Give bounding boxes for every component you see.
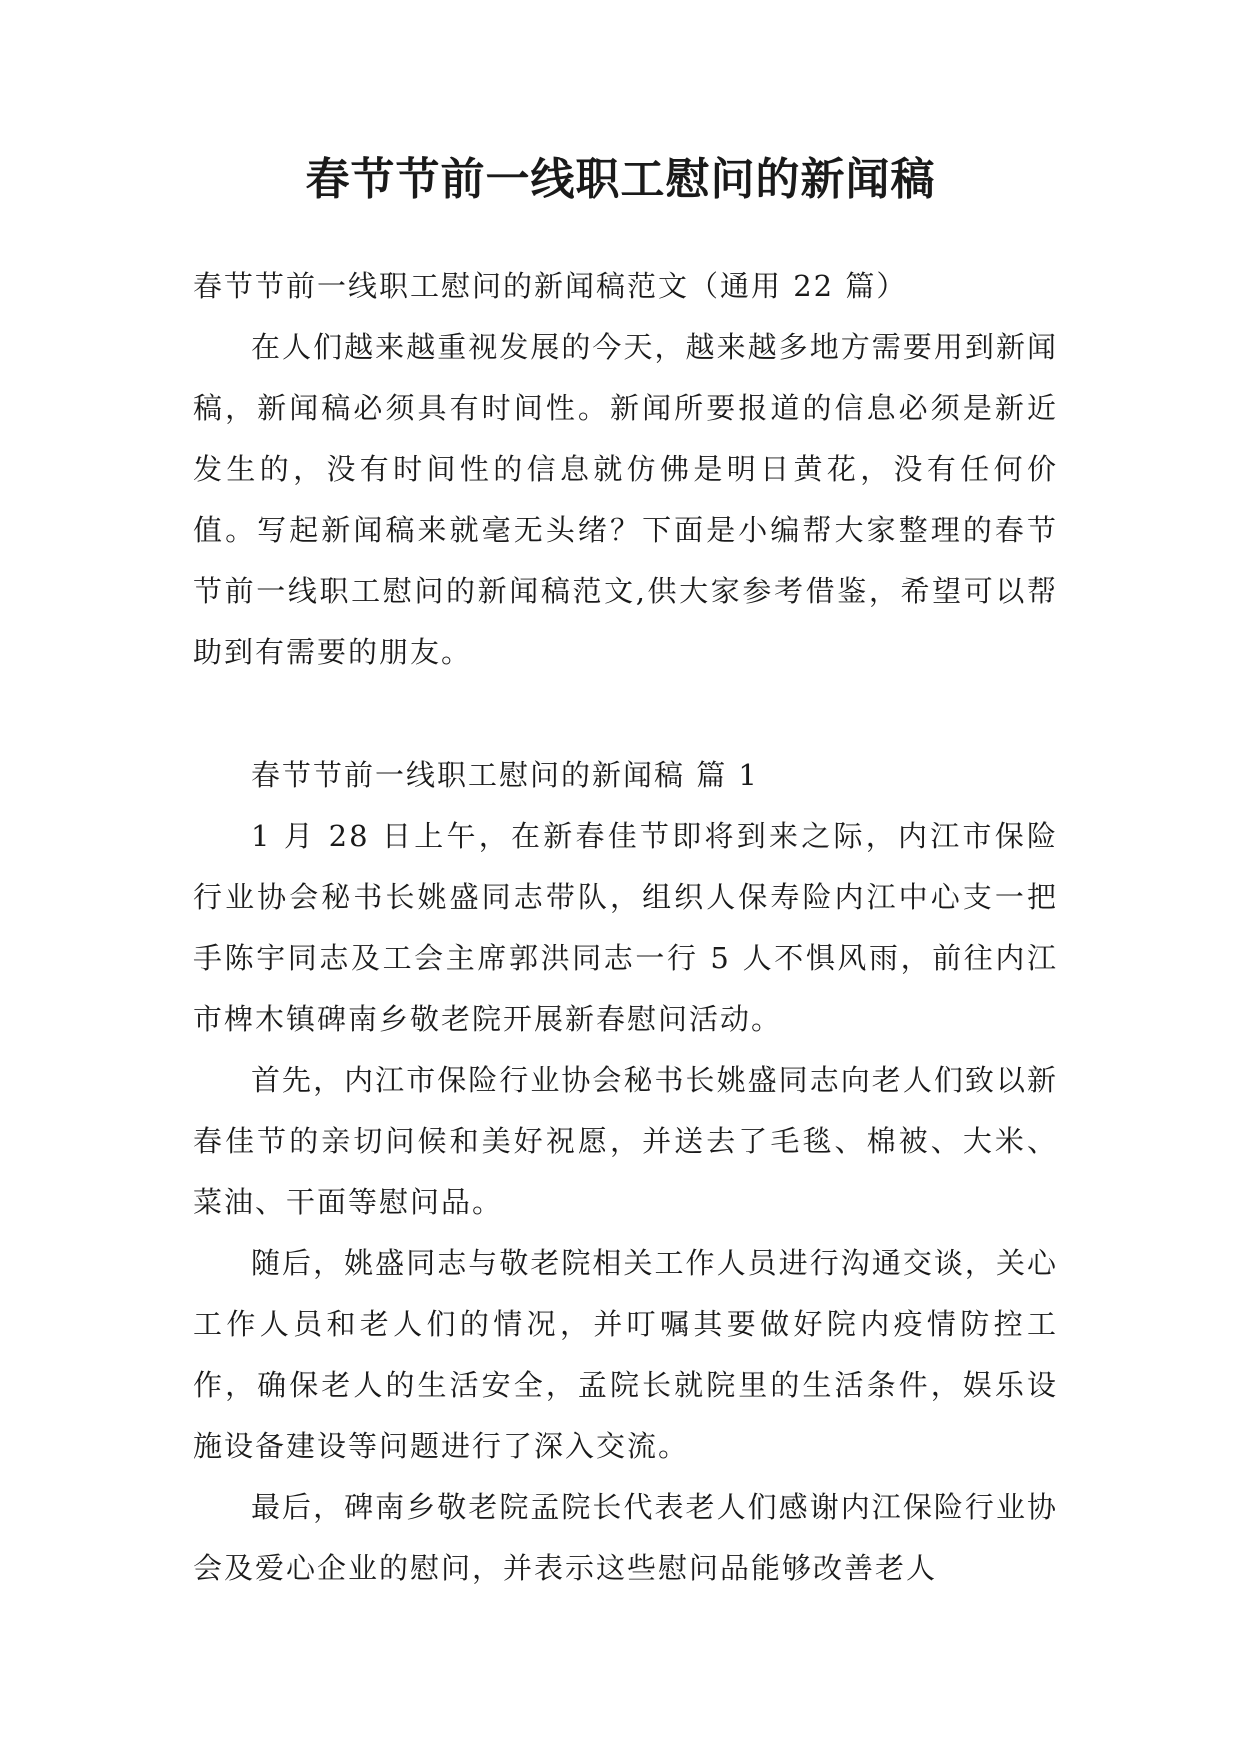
body-paragraph-2: 首先，内江市保险行业协会秘书长姚盛同志向老人们致以新春佳节的亲切问候和美好祝愿，并送去了毛毯、棉被、大米、菜油、干面等慰问品。 [193, 1063, 1058, 1219]
section-heading: 春节节前一线职工慰问的新闻稿 篇 1 [251, 758, 759, 792]
document-title: 春节节前一线职工慰问的新闻稿 [305, 154, 936, 205]
body-paragraph-1: 1 月 28 日上午，在新春佳节即将到来之际，内江市保险行业协会秘书长姚盛同志带队，组织人保寿险内江中心支一把手陈宇同志及工会主席郭洪同志一行 5 人不惧风雨，前往内江市椑木镇碑南乡敬老院开展新春慰问活动。 [193, 819, 1058, 1036]
document-subtitle: 春节节前一线职工慰问的新闻稿范文（通用 22 篇） [193, 269, 908, 303]
intro-paragraph: 在人们越来越重视发展的今天，越来越多地方需要用到新闻稿，新闻稿必须具有时间性。新闻所要报道的信息必须是新近发生的，没有时间性的信息就仿佛是明日黄花，没有任何价值。写起新闻稿来就毫无头绪？下面是小编帮大家整理的春节节前一线职工慰问的新闻稿范文,供大家参考借鉴，希望可以帮助到有需要的朋友。 [193, 330, 1058, 669]
document-body [193, 256, 1058, 1599]
body-paragraph-4: 最后，碑南乡敬老院孟院长代表老人们感谢内江保险行业协会及爱心企业的慰问，并表示这些慰问品能够改善老人 [193, 1490, 1058, 1585]
body-paragraph-3: 随后，姚盛同志与敬老院相关工作人员进行沟通交谈，关心工作人员和老人们的情况，并叮嘱其要做好院内疫情防控工作，确保老人的生活安全，孟院长就院里的生活条件，娱乐设施设备建设等问题进行了深入交流。 [193, 1246, 1058, 1463]
